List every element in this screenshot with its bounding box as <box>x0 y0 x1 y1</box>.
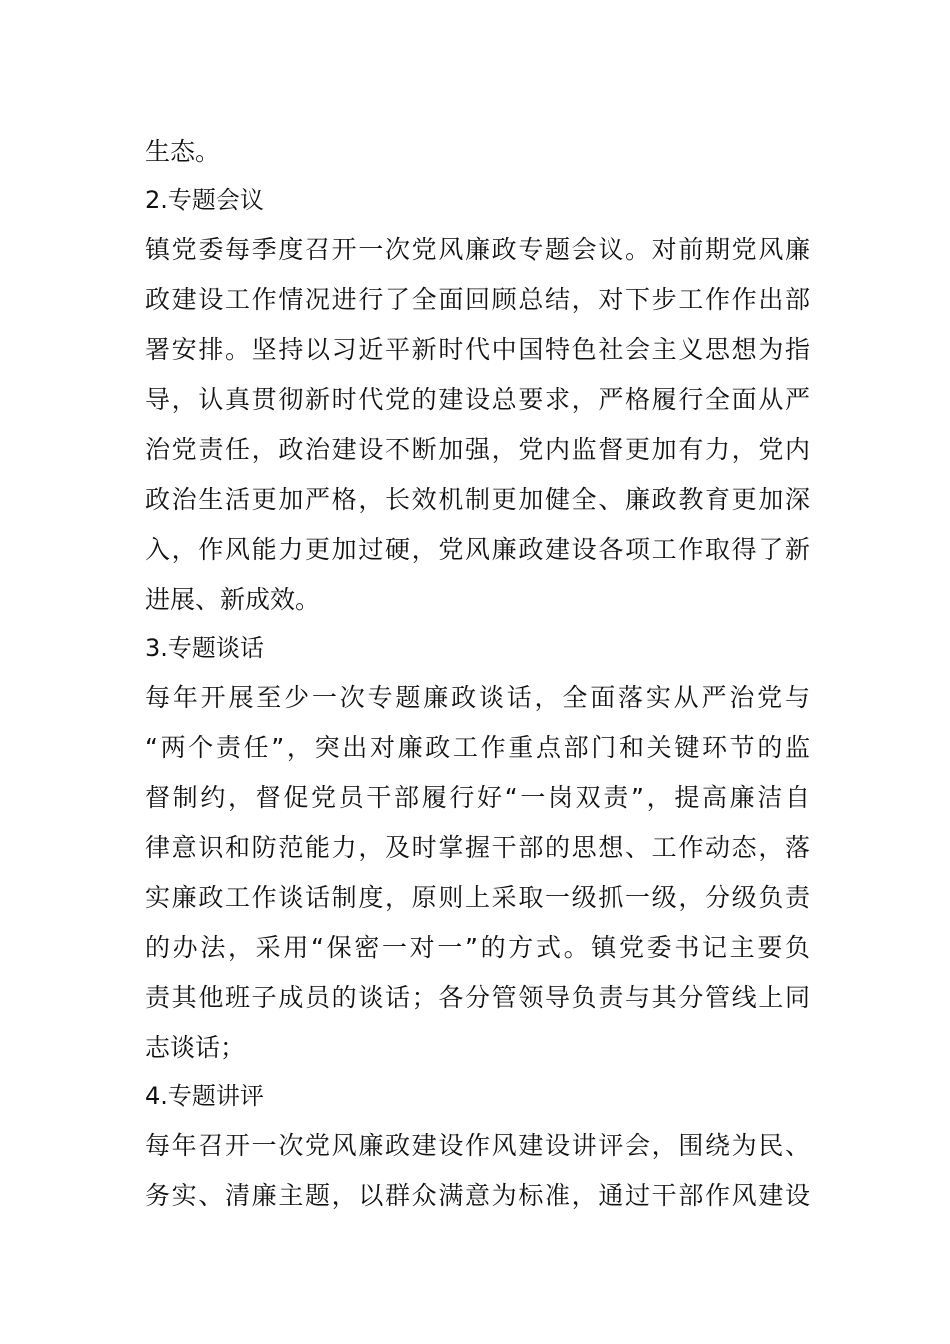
text-line: 入，作风能力更加过硬，党风廉政建设各项工作取得了新 <box>145 535 810 564</box>
text-line: 生态。 <box>145 137 221 166</box>
text-line: 实廉政工作谈话制度，原则上采取一级抓一级，分级负责 <box>145 883 810 912</box>
text-line: 导，认真贯彻新时代党的建设总要求，严格履行全面从严 <box>145 385 810 414</box>
text-line: 督制约，督促党员干部履行好“一岗双责”，提高廉洁自 <box>145 783 810 812</box>
text-line: 政治生活更加严格，长效机制更加健全、廉政教育更加深 <box>145 485 810 514</box>
text-line: “两个责任”，突出对廉政工作重点部门和关键环节的监 <box>145 733 810 762</box>
text-line: 治党责任，政治建设不断加强，党内监督更加有力，党内 <box>145 435 810 464</box>
text-line: 署安排。坚持以习近平新时代中国特色社会主义思想为指 <box>145 335 810 364</box>
text-line: 每年召开一次党风廉政建设作风建设讲评会，围绕为民、 <box>145 1131 810 1160</box>
text-line: 务实、清廉主题，以群众满意为标准，通过干部作风建设 <box>145 1181 810 1210</box>
text-line: 律意识和防范能力，及时掌握干部的思想、工作动态，落 <box>145 833 810 862</box>
text-line: 的办法，采用“保密一对一”的方式。镇党委书记主要负 <box>145 933 810 962</box>
text-line: 每年开展至少一次专题廉政谈话，全面落实从严治党与 <box>145 683 810 712</box>
text-line: 政建设工作情况进行了全面回顾总结，对下步工作作出部 <box>145 285 810 314</box>
section-heading-talk: 3.专题谈话 <box>145 634 264 662</box>
section-heading-review: 4.专题讲评 <box>145 1082 264 1110</box>
text-line: 志谈话； <box>145 1033 246 1062</box>
text-line: 责其他班子成员的谈话；各分管领导负责与其分管线上同 <box>145 983 810 1012</box>
text-line: 进展、新成效。 <box>145 585 321 614</box>
section-heading-meeting: 2.专题会议 <box>145 186 264 214</box>
text-line: 镇党委每季度召开一次党风廉政专题会议。对前期党风廉 <box>145 235 810 264</box>
